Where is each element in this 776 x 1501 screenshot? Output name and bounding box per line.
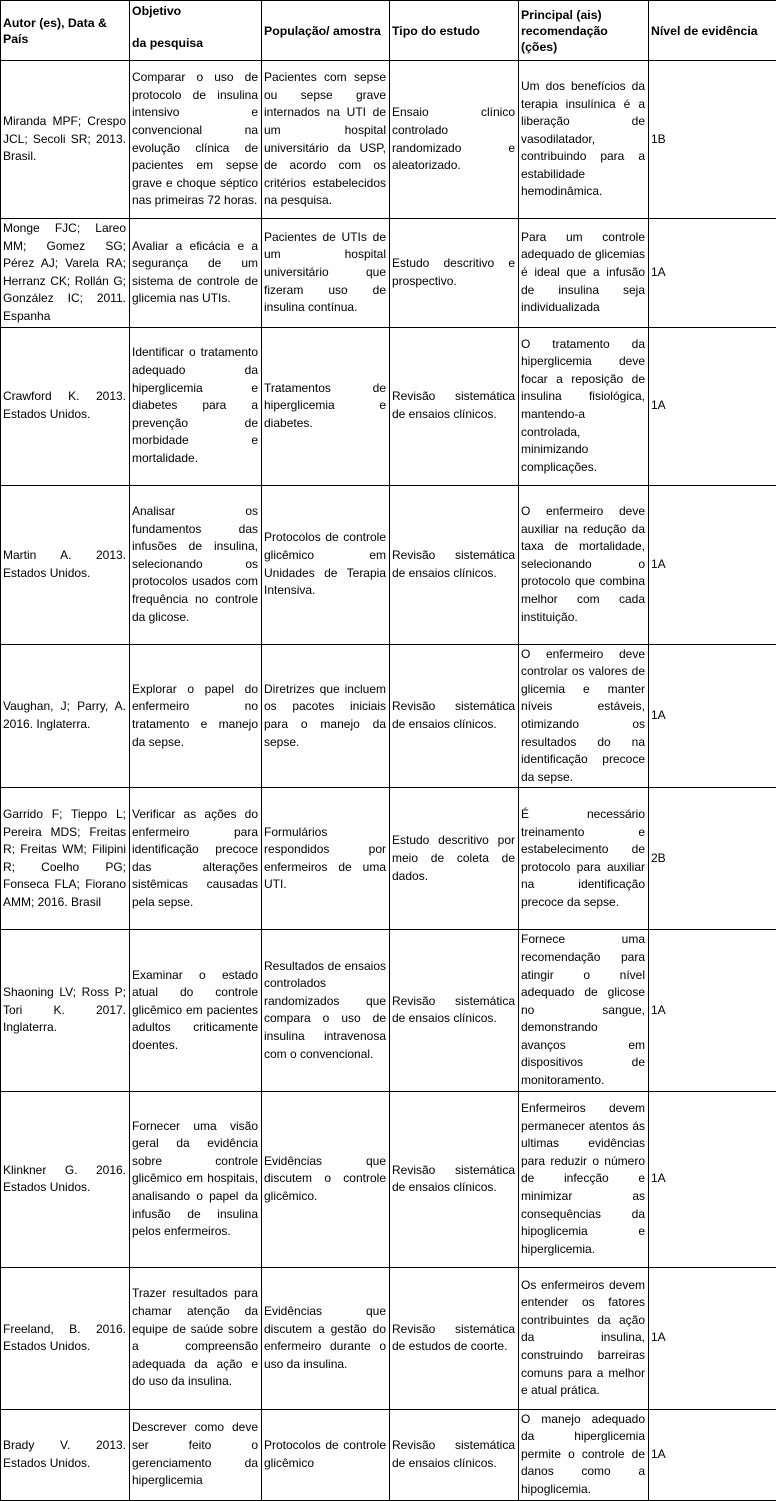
cell-objective: Comparar o uso de protocolo de insulina intensivo e convencional na evolução clínica de pacientes em sepse grave e choque séptico nas primeiras 72 horas. <box>130 61 262 219</box>
header-objective <box>130 1 262 61</box>
cell-study-type: Revisão sistemática de estudos de coorte. <box>390 1267 519 1409</box>
cell-recommendation: Fornece uma recomendação para atingir o nível adequado de glicose no sangue, demonstrando avanços em dispositivos de monitoramento. <box>519 930 649 1091</box>
cell-evidence-level: 1A <box>649 930 776 1091</box>
cell-population: Tratamentos de hiperglicemia e diabetes. <box>262 327 390 485</box>
cell-study-type: Revisão sistemática de ensaios clínicos. <box>390 1409 519 1500</box>
cell-population: Protocolos de controle glicêmico <box>262 1409 390 1500</box>
cell-objective: Identificar o tratamento adequado da hiperglicemia e diabetes para a prevenção de morbidade e mortalidade. <box>130 327 262 485</box>
cell-recommendation: O tratamento da hiperglicemia deve focar a reposição de insulina fisiológica, mantendo-a controlada, minimizando complicações. <box>519 327 649 485</box>
cell-objective: Fornecer uma visão geral da evidência sobre controle glicêmico em hospitais, analisando o papel da infusão de insulina pelos enfermeiros. <box>130 1091 262 1267</box>
cell-objective: Avaliar a eficácia e a segurança de um sistema de controle de glicemia nas UTIs. <box>130 219 262 328</box>
cell-population: Diretrizes que incluem os pacotes iniciais para o manejo da sepse. <box>262 644 390 788</box>
cell-objective: Descrever como deve ser feito o gerenciamento da hiperglicemia <box>130 1409 262 1500</box>
cell-evidence-level: 2B <box>649 788 776 930</box>
cell-population: Evidências que discutem o controle glicêmico. <box>262 1091 390 1267</box>
cell-population: Evidências que discutem a gestão do enfermeiro durante o uso da insulina. <box>262 1267 390 1409</box>
header-evidence-level: Nível de evidência <box>649 1 776 61</box>
cell-objective: Explorar o papel do enfermeiro no tratamento e manejo da sepse. <box>130 644 262 788</box>
cell-recommendation: O enfermeiro deve auxiliar na redução da taxa de mortalidade, selecionando o protocolo que combina melhor com cada instituição. <box>519 485 649 644</box>
table-row <box>1 1091 776 1267</box>
cell-author: Brady V. 2013. Estados Unidos. <box>1 1409 130 1500</box>
cell-study-type: Revisão sistemática de ensaios clínicos. <box>390 1091 519 1267</box>
table-row <box>1 788 776 930</box>
header-objective-line2: da pesquisa <box>132 36 203 50</box>
table-row <box>1 1267 776 1409</box>
cell-study-type: Revisão sistemática de ensaios clínicos. <box>390 644 519 788</box>
header-row <box>1 1 776 61</box>
cell-study-type: Revisão sistemática de ensaios clínicos. <box>390 327 519 485</box>
cell-author: Shaoning LV; Ross P; Tori K. 2017. Inglaterra. <box>1 930 130 1091</box>
table-row <box>1 930 776 1091</box>
cell-objective: Verificar as ações do enfermeiro para identificação precoce das alterações sistêmicas causadas pela sepse. <box>130 788 262 930</box>
cell-evidence-level: 1A <box>649 644 776 788</box>
cell-author: Freeland, B. 2016. Estados Unidos. <box>1 1267 130 1409</box>
cell-author: Crawford K. 2013. Estados Unidos. <box>1 327 130 485</box>
cell-population: Resultados de ensaios controlados randomizados que compara o uso de insulina intravenosa com o convencional. <box>262 930 390 1091</box>
cell-study-type: Estudo descritivo por meio de coleta de dados. <box>390 788 519 930</box>
cell-author: Klinkner G. 2016. Estados Unidos. <box>1 1091 130 1267</box>
cell-evidence-level: 1A <box>649 327 776 485</box>
cell-recommendation: Para um controle adequado de glicemias é ideal que a infusão de insulina seja individualizada <box>519 219 649 328</box>
cell-study-type: Revisão sistemática de ensaios clínicos. <box>390 485 519 644</box>
header-population: População/ amostra <box>262 1 390 61</box>
table-row <box>1 327 776 485</box>
cell-population: Pacientes de UTIs de um hospital universitário que fizeram uso de insulina contínua. <box>262 219 390 328</box>
cell-evidence-level: 1A <box>649 219 776 328</box>
cell-objective: Trazer resultados para chamar atenção da equipe de saúde sobre a compreensão adequada da ação e do uso da insulina. <box>130 1267 262 1409</box>
cell-study-type: Revisão sistemática de ensaios clínicos. <box>390 930 519 1091</box>
cell-objective: Analisar os fundamentos das infusões de insulina, selecionando os protocolos usados com frequência no controle da glicose. <box>130 485 262 644</box>
cell-objective: Examinar o estado atual do controle glicêmico em pacientes adultos criticamente doentes. <box>130 930 262 1091</box>
cell-author: Vaughan, J; Parry, A. 2016. Inglaterra. <box>1 644 130 788</box>
cell-recommendation: Um dos benefícios da terapia insulínica é a liberação de vasodilatador, contribuindo para a estabilidade hemodinâmica. <box>519 61 649 219</box>
cell-study-type: Estudo descritivo e prospectivo. <box>390 219 519 328</box>
table-row <box>1 485 776 644</box>
table-row <box>1 61 776 219</box>
cell-author: Monge FJC; Lareo MM; Gomez SG; Pérez AJ; Varela RA; Herranz CK; Rollán G; González IC; 2011. Espanha <box>1 219 130 328</box>
cell-evidence-level: 1A <box>649 1409 776 1500</box>
cell-recommendation: O enfermeiro deve controlar os valores de glicemia e manter níveis estáveis, otimizando os resultados do na identificação precoce da sepse. <box>519 644 649 788</box>
cell-population: Protocolos de controle glicêmico em Unidades de Terapia Intensiva. <box>262 485 390 644</box>
cell-recommendation: Enfermeiros devem permanecer atentos ás ultimas evidências para reduzir o número de infecção e minimizar as consequências da hipoglicemia e hiperglicemia. <box>519 1091 649 1267</box>
cell-evidence-level: 1A <box>649 1091 776 1267</box>
cell-population: Pacientes com sepse ou sepse grave internados na UTI de um hospital universitário da USP, de acordo com os critérios estabelecidos na pesquisa. <box>262 61 390 219</box>
cell-evidence-level: 1B <box>649 61 776 219</box>
cell-evidence-level: 1A <box>649 1267 776 1409</box>
cell-recommendation: O manejo adequado da hiperglicemia permite o controle de danos como a hipoglicemia. <box>519 1409 649 1500</box>
cell-author: Miranda MPF; Crespo JCL; Secoli SR; 2013. Brasil. <box>1 61 130 219</box>
table-row <box>1 1409 776 1500</box>
table-row <box>1 644 776 788</box>
header-objective-gap <box>132 19 258 35</box>
cell-recommendation: Os enfermeiros devem entender os fatores contribuintes da ação da insulina, construindo barreiras comuns para a melhor e atual prática. <box>519 1267 649 1409</box>
cell-author: Martin A. 2013. Estados Unidos. <box>1 485 130 644</box>
header-author: Autor (es), Data & País <box>1 1 130 61</box>
cell-recommendation: É necessário treinamento e estabelecimento de protocolo para auxiliar na identificação precoce da sepse. <box>519 788 649 930</box>
header-objective-line1: Objetivo <box>132 4 181 18</box>
cell-population: Formulários respondidos por enfermeiros de uma UTI. <box>262 788 390 930</box>
cell-study-type: Ensaio clínico controlado randomizado e aleatorizado. <box>390 61 519 219</box>
cell-author: Garrido F; Tieppo L; Pereira MDS; Freitas R; Freitas WM; Filipini R; Coelho PG; Fonseca FLA; Fiorano AMM; 2016. Brasil <box>1 788 130 930</box>
header-study-type: Tipo do estudo <box>390 1 519 61</box>
cell-evidence-level: 1A <box>649 485 776 644</box>
header-recommendation: Principal (ais) recomendação (ções) <box>519 1 649 61</box>
table-row <box>1 219 776 328</box>
